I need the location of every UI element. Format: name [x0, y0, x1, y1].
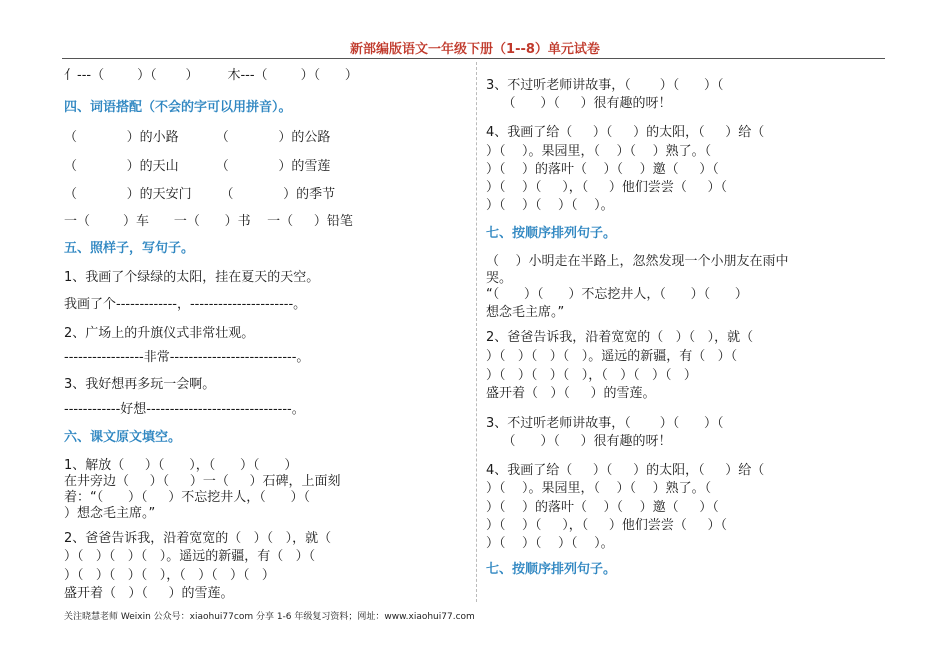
text-line: 3、不过听老师讲故事，（ ）（ ）（	[486, 416, 724, 431]
text-line: 2、广场上的升旗仪式非常壮观。	[64, 326, 255, 341]
text-line: 亻---（ ）（ ） 木---（ ）（ ）	[64, 68, 358, 83]
text-line: ）想念毛主席。”	[64, 506, 156, 521]
text-line: ）（ ）（ ）（ ）。遥远的新疆，有（ ）（	[64, 549, 316, 564]
header-divider	[62, 58, 885, 59]
footer-note: 关注晓慧老师 Weixin 公众号：xiaohui77com 分享 1-6 年级复习资料；网址：www.xiaohui77.com	[64, 612, 475, 622]
text-line: ）（ ）（ ），（ ）他们尝尝（ ）（	[486, 518, 728, 533]
text-line: （ ）的小路 （ ）的公路	[64, 130, 331, 145]
text-line: 盛开着（ ）（ ）的雪莲。	[486, 386, 656, 401]
text-line: 2、爸爸告诉我，沿着宽宽的（ ）（ ），就（	[486, 330, 754, 345]
text-line: ------------好想-------------------------------。	[64, 402, 305, 417]
text-line: 在井旁边（ ）（ ）一（ ）石碑，上面刻	[64, 474, 341, 489]
section-heading: 六、课文原文填空。	[64, 430, 182, 445]
text-line: （ ）小明走在半路上，忽然发现一个小朋友在雨中	[486, 254, 789, 269]
text-line: ）（ ）。果园里，（ ）（ ）熟了。（	[486, 481, 712, 496]
text-line: ）（ ）（ ），（ ）他们尝尝（ ）（	[486, 180, 728, 195]
text-line: -----------------非常---------------------------。	[64, 350, 310, 365]
text-line: ）（ ）。果园里，（ ）（ ）熟了。（	[486, 144, 712, 159]
left-column	[64, 66, 466, 606]
text-line: 盛开着（ ）（ ）的雪莲。	[64, 586, 234, 601]
section-heading: 五、照样子，写句子。	[64, 241, 195, 256]
text-line: ）（ ）的落叶（ ）（ ）邀（ ）（	[486, 162, 719, 177]
text-line: 4、我画了给（ ）（ ）的太阳，（ ）给（	[486, 463, 765, 478]
text-line: ）（ ）（ ）（ ）。	[486, 198, 614, 213]
text-line: （ ）（ ）很有趣的呀！	[486, 434, 672, 449]
section-heading: 七、按顺序排列句子。	[486, 562, 617, 577]
text-line: 3、我好想再多玩一会啊。	[64, 377, 216, 392]
right-column	[486, 66, 886, 606]
text-line: “（ ）（ ）不忘挖井人，（ ）（ ）	[486, 287, 748, 302]
text-line: 想念毛主席。”	[486, 305, 565, 320]
text-line: ）（ ）（ ）（ ），（ ）（ ）（ ）	[486, 368, 697, 383]
text-line: 3、不过听老师讲故事，（ ）（ ）（	[486, 78, 724, 93]
text-line: ）（ ）的落叶（ ）（ ）邀（ ）（	[486, 500, 719, 515]
text-line: （ ）（ ）很有趣的呀！	[486, 96, 672, 111]
text-line: ）（ ）（ ）（ ）。	[486, 536, 614, 551]
text-line: 1、我画了个绿绿的太阳，挂在夏天的天空。	[64, 270, 320, 285]
text-line: 4、我画了给（ ）（ ）的太阳，（ ）给（	[486, 125, 765, 140]
page-header-title: 新部编版语文一年级下册（1--8）单元试卷	[350, 42, 600, 57]
text-line: 着：“（ ）（ ）不忘挖井人，（ ）（	[64, 490, 310, 505]
text-line: （ ）的天山 （ ）的雪莲	[64, 159, 331, 174]
text-line: （ ）的天安门 （ ）的季节	[64, 187, 336, 202]
text-line: ）（ ）（ ）（ ），（ ）（ ）（ ）	[64, 568, 275, 583]
section-heading: 七、按顺序排列句子。	[486, 226, 617, 241]
text-line: 一（ ）车 一（ ）书 一（ ）铅笔	[64, 214, 353, 229]
text-line: 1、解放（ ）（ ），（ ）（ ）	[64, 458, 298, 473]
text-line: 哭。	[486, 271, 513, 286]
section-heading: 四、词语搭配（不会的字可以用拼音）。	[64, 100, 292, 115]
text-line: 我画了个-------------，----------------------。	[64, 297, 307, 312]
text-line: 2、爸爸告诉我，沿着宽宽的（ ）（ ），就（	[64, 531, 332, 546]
column-divider	[476, 62, 478, 602]
text-line: ）（ ）（ ）（ ）。遥远的新疆，有（ ）（	[486, 349, 738, 364]
